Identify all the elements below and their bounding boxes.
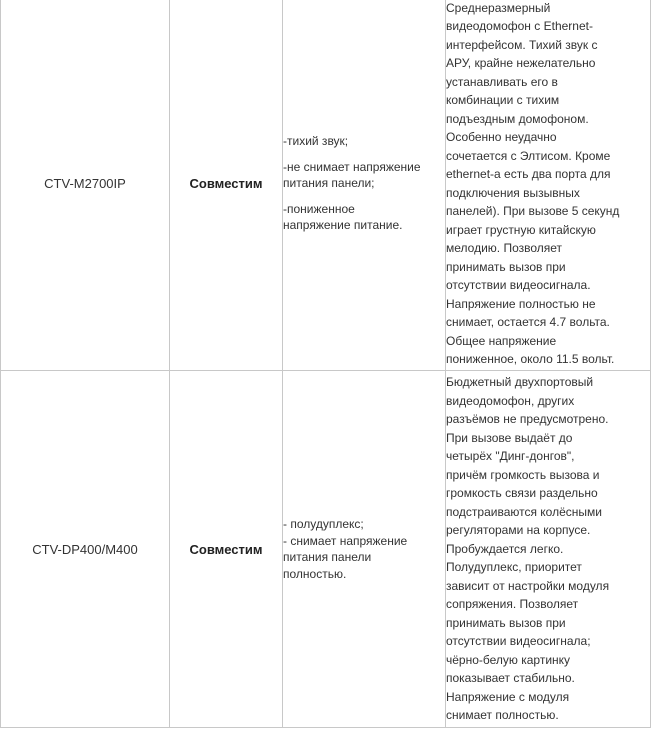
compatibility-status: Совместим [170,371,283,728]
description-line: громкость связи раздельно [446,486,598,501]
description-line: принимать вызов при [446,615,566,630]
description-line: панелей). При вызове 5 секунд [446,204,620,218]
description-cell [446,0,651,371]
description-line: При вызове выдаёт до [446,430,573,445]
description-line: Пробуждается легко. [446,541,564,556]
description-line: сочетается с Элтисом. Кроме [446,148,611,163]
description-line: чёрно-белую картинку [446,652,571,667]
description-line: подключения вызывных [446,185,580,200]
description-line: сопряжения. Позволяет [446,597,579,612]
compatibility-status: Совместим [170,0,283,371]
description-line: четырёх "Динг-донгов", [446,449,575,464]
description-line: интерфейсом. Тихий звук с [446,37,598,52]
model-cell: CTV-M2700IP [1,0,170,371]
notes-cell [283,0,446,371]
description-line: подстраиваются колёсными [446,504,602,519]
description-line: показывает стабильно. [446,671,575,686]
description-line: Напряжение полностью не [446,296,596,311]
description-line: ethernet-а есть два порта для [446,167,611,181]
note-item: -пониженное напряжение питание. [283,201,403,233]
description-line: видеодомофон, других [446,393,575,408]
description-line: Бюджетный двухпортовый [446,375,594,390]
description-line: мелодию. Позволяет [446,241,563,255]
description-cell [446,371,651,728]
description-line: АРУ, крайне нежелательно [446,56,596,70]
table-row [1,0,651,371]
description-line: пониженное, около 11.5 вольт. [446,352,615,366]
description-line: причём громкость вызова и [446,467,600,482]
description-line: комбинации с тихим [446,93,560,107]
note-item: -не снимает напряжение питания панели; [283,159,421,191]
description-line: отсутствии видеосигнала. [446,278,591,292]
description-line: регуляторами на корпусе. [446,523,591,538]
model-cell: CTV-DP400/M400 [1,371,170,728]
description-line: Среднеразмерный [446,0,551,15]
description-line: принимать вызов при [446,259,566,274]
description-line: играет грустную китайскую [446,222,596,237]
description-line: Общее напряжение [446,333,557,348]
description-line: Полудуплекс, приоритет [446,560,582,575]
description-line: Особенно неудачно [446,130,557,144]
description-line: подъездным домофоном. [446,111,589,126]
table-row [1,371,651,728]
description-line: устанавливать его в [446,74,558,89]
description-line: зависит от настройки модуля [446,578,610,593]
description-line: Напряжение с модуля [446,689,570,704]
description-line: отсутствии видеосигнала; [446,634,591,649]
description-line: разъёмов не предусмотрено. [446,412,609,427]
description-line: снимает, остается 4.7 вольта. [446,315,610,329]
description-line: видеодомофон с Ethernet- [446,19,593,33]
note-item: -тихий звук; [283,134,349,149]
note-item: - полудуплекс; - снимает напряжение питания панели полностью. [283,517,408,581]
description-line: снимает полностью. [446,708,559,723]
notes-cell [283,371,446,728]
